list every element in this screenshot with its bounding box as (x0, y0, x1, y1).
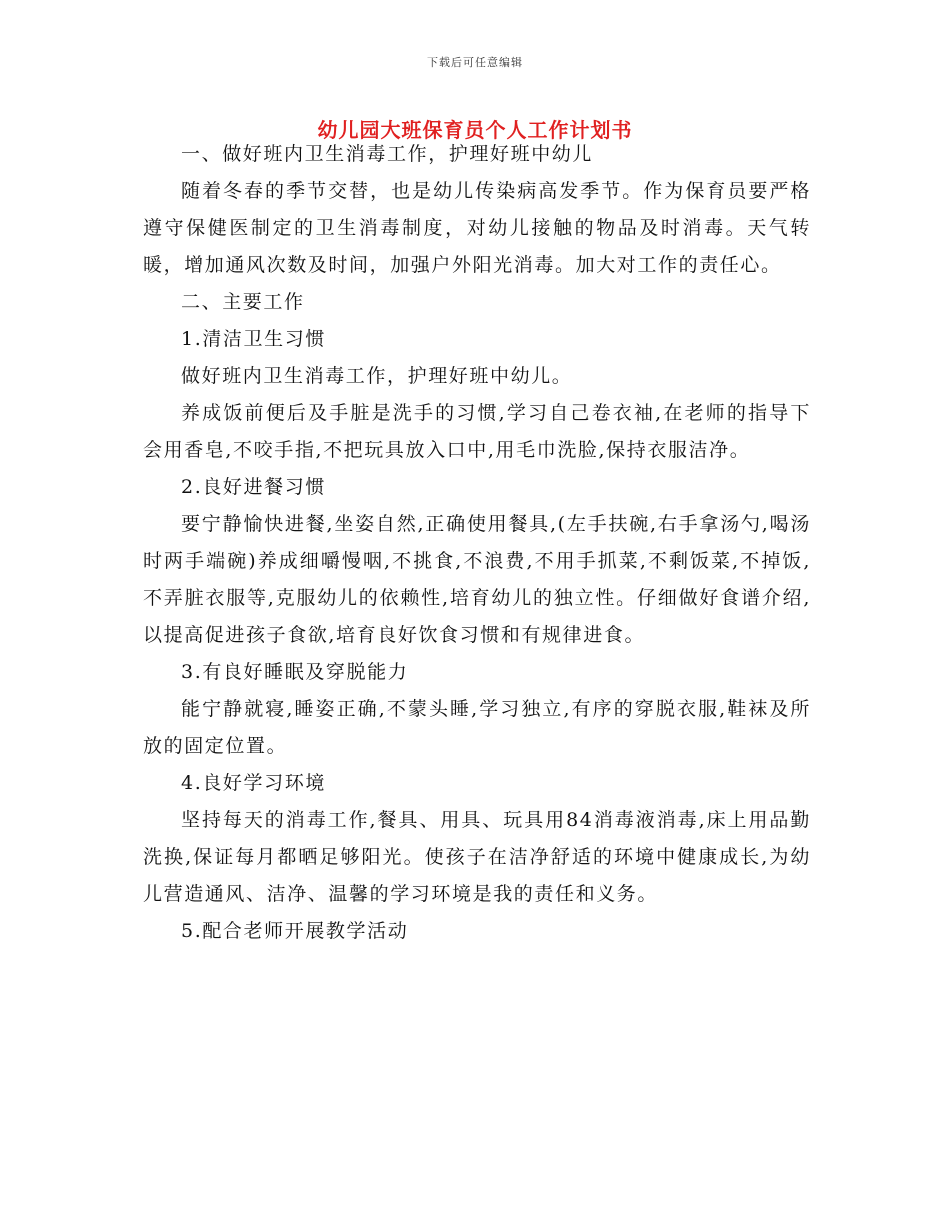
paragraph-hygiene-1: 做好班内卫生消毒工作，护理好班中幼儿。 (181, 365, 573, 387)
header-note: 下载后可任意编辑 (427, 56, 523, 69)
paragraph-hygiene-2: 养成饭前便后及手脏是洗手的习惯,学习自己卷衣袖,在老师的指导下会用香皂,不咬手指,不把玩具放入口中,用毛巾洗脸,保持衣服洁净。 (143, 402, 811, 461)
subheading-eating: 2.良好进餐习惯 (181, 476, 326, 498)
paragraph-environment: 坚持每天的消毒工作,餐具、用具、玩具用84消毒液消毒,床上用品勤洗换,保证每月都晒足够阳光。使孩子在洁净舒适的环境中健康成长,为幼儿营造通风、洁净、温馨的学习环境是我的责任和义务。 (143, 809, 811, 905)
subheading-sleep: 3.有良好睡眠及穿脱能力 (181, 661, 409, 683)
section-heading-1: 一、做好班内卫生消毒工作，护理好班中幼儿 (181, 143, 594, 165)
section-heading-2: 二、主要工作 (181, 291, 305, 313)
subheading-hygiene: 1.清洁卫生习惯 (181, 328, 326, 350)
subheading-environment: 4.良好学习环境 (181, 772, 326, 794)
paragraph-intro: 随着冬春的季节交替，也是幼儿传染病高发季节。作为保育员要严格遵守保健医制定的卫生消毒制度，对幼儿接触的物品及时消毒。天气转暖，增加通风次数及时间，加强户外阳光消毒。加大对工作的责任心。 (143, 180, 811, 276)
document-title: 幼儿园大班保育员个人工作计划书 (317, 118, 633, 142)
document-body (143, 136, 811, 950)
paragraph-sleep: 能宁静就寝,睡姿正确,不蒙头睡,学习独立,有序的穿脱衣服,鞋袜及所放的固定位置。 (143, 698, 811, 757)
subheading-teaching: 5.配合老师开展教学活动 (181, 920, 409, 942)
paragraph-eating: 要宁静愉快进餐,坐姿自然,正确使用餐具,(左手扶碗,右手拿汤勺,喝汤时两手端碗)养成细嚼慢咽,不挑食,不浪费,不用手抓菜,不剩饭菜,不掉饭,不弄脏衣服等,克服幼儿的依赖性,培育幼儿的独立性。仔细做好食谱介绍,以提高促进孩子食欲,培育良好饮食习惯和有规律进食。 (143, 513, 811, 646)
